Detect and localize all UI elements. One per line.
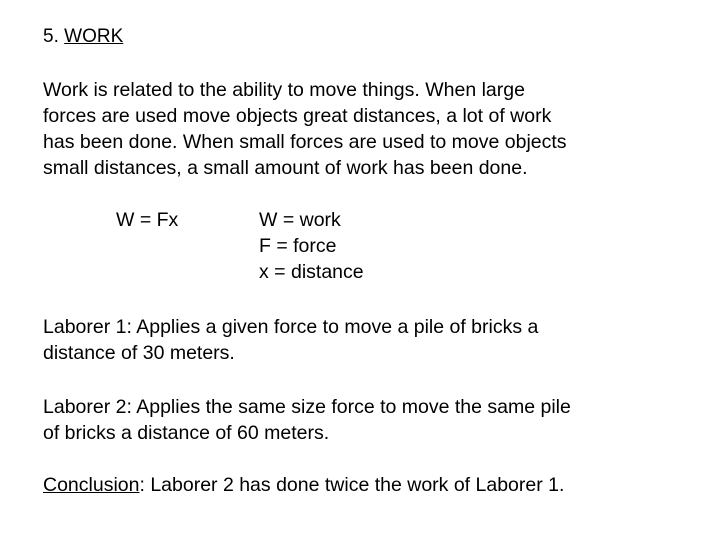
intro-paragraph [43, 77, 703, 181]
conclusion-text: : Laborer 2 has done twice the work of Laborer 1. [139, 474, 565, 496]
intro-line: Work is related to the ability to move things. When large [43, 79, 525, 101]
work-formula: W = Fx [116, 209, 179, 231]
legend-item-distance: x = distance [259, 261, 364, 283]
variable-legend [259, 207, 364, 285]
conclusion-label: Conclusion [43, 474, 140, 496]
section-number: 5. [43, 26, 59, 47]
laborer-1-line: distance of 30 meters. [43, 342, 235, 364]
intro-line: small distances, a small amount of work has been done. [43, 157, 528, 179]
laborer-2-line: Laborer 2: Applies the same size force to move the same pile [43, 396, 571, 418]
laborer-2-statement [43, 394, 571, 446]
legend-item-force: F = force [259, 235, 337, 257]
legend-item-work: W = work [259, 209, 341, 231]
conclusion-statement [43, 472, 564, 498]
intro-line: has been done. When small forces are used to move objects [43, 131, 567, 153]
laborer-1-statement [43, 314, 538, 366]
intro-line: forces are used move objects great distances, a lot of work [43, 105, 552, 127]
laborer-1-line: Laborer 1: Applies a given force to move a pile of bricks a [43, 316, 539, 338]
section-title: WORK [64, 26, 124, 47]
laborer-2-line: of bricks a distance of 60 meters. [43, 422, 330, 444]
section-heading [43, 25, 123, 49]
